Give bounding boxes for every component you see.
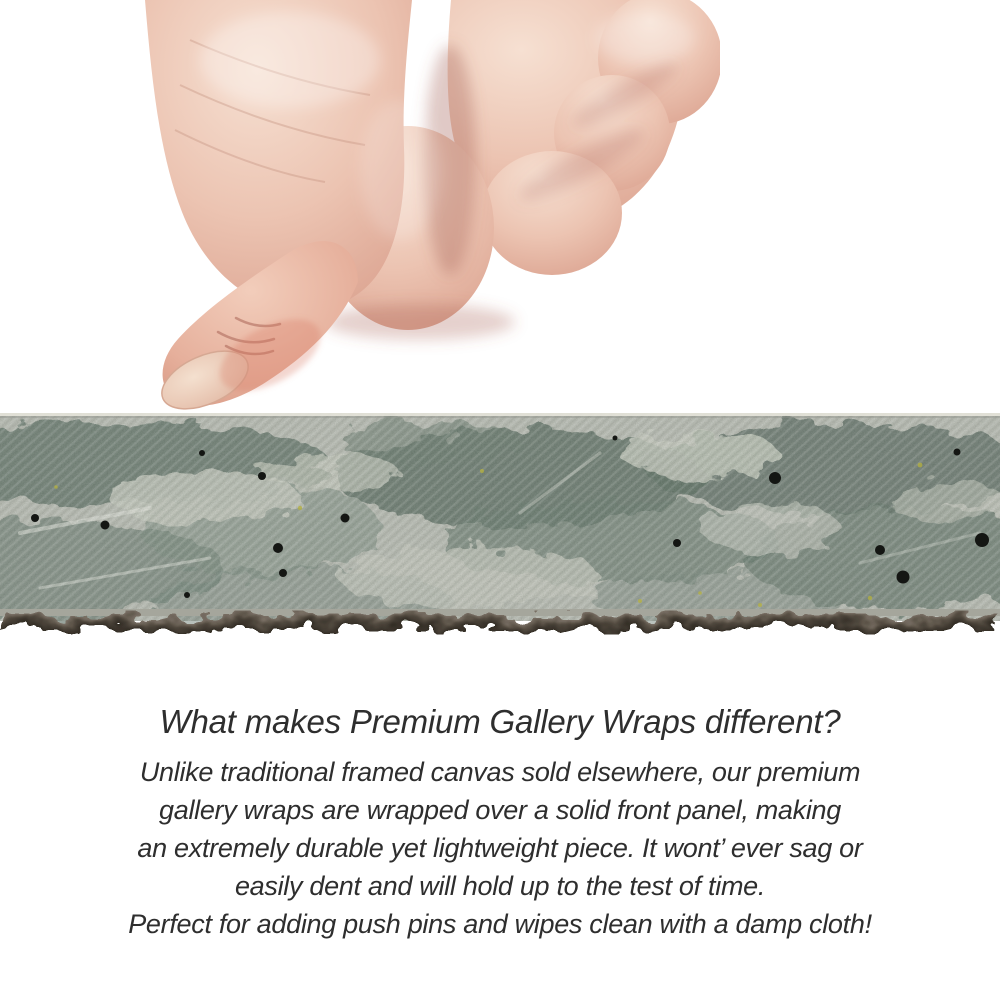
canvas-dark-edge bbox=[0, 615, 1000, 630]
hand-photo bbox=[120, 0, 720, 430]
canvas-top-edge-shade bbox=[0, 416, 1000, 418]
copy-line-4: easily dent and will hold up to the test of time. bbox=[234, 871, 766, 901]
marketing-copy bbox=[0, 700, 1000, 943]
copy-line-2: gallery wraps are wrapped over a solid front panel, making bbox=[159, 795, 841, 825]
canvas-top-edge bbox=[0, 413, 1000, 416]
copy-line-5: Perfect for adding push pins and wipes clean with a damp cloth! bbox=[128, 909, 872, 939]
copy-line-1: Unlike traditional framed canvas sold elsewhere, our premium bbox=[139, 757, 861, 787]
canvas-strip-photo bbox=[0, 413, 1000, 638]
copy-line-3: an extremely durable yet lightweight piece. It wont’ ever sag or bbox=[137, 833, 863, 863]
copy-heading: What makes Premium Gallery Wraps different? bbox=[159, 703, 841, 740]
canvas-grain-light bbox=[0, 413, 1000, 621]
canvas-fold bbox=[0, 609, 1000, 616]
